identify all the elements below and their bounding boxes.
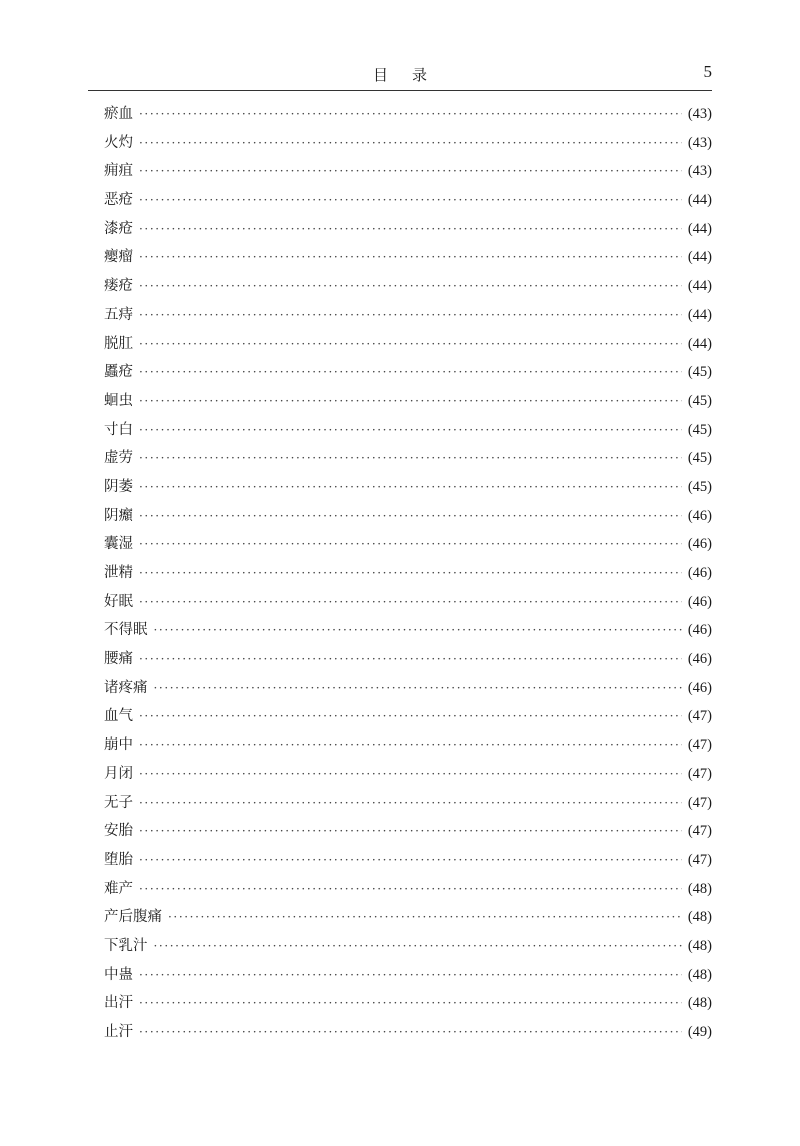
toc-entry-title: 月闭 bbox=[104, 765, 133, 782]
dot-leader bbox=[139, 817, 682, 846]
table-of-contents bbox=[104, 100, 712, 1047]
toc-entry[interactable] bbox=[104, 444, 712, 473]
toc-entry-page: (48) bbox=[687, 966, 712, 983]
toc-entry-title: 脱肛 bbox=[104, 335, 133, 352]
toc-entry[interactable] bbox=[104, 473, 712, 502]
dot-leader bbox=[139, 530, 682, 559]
dot-leader bbox=[139, 961, 682, 990]
toc-entry[interactable] bbox=[104, 243, 712, 272]
toc-entry-page: (46) bbox=[687, 565, 712, 581]
toc-entry[interactable] bbox=[104, 760, 712, 789]
toc-entry-page: (47) bbox=[687, 823, 712, 840]
toc-entry-page: (45) bbox=[687, 421, 712, 438]
toc-entry[interactable] bbox=[104, 588, 712, 617]
toc-entry[interactable] bbox=[104, 559, 712, 588]
toc-entry-title: 虚劳 bbox=[104, 450, 133, 467]
toc-entry[interactable] bbox=[104, 301, 712, 330]
toc-entry[interactable] bbox=[104, 875, 712, 904]
toc-entry[interactable] bbox=[104, 731, 712, 760]
toc-entry-title: 中蛊 bbox=[104, 966, 133, 983]
toc-entry-page: (43) bbox=[687, 134, 712, 151]
toc-entry[interactable] bbox=[104, 186, 712, 215]
toc-entry-title: 瘘疮 bbox=[104, 278, 133, 295]
dot-leader bbox=[139, 129, 682, 158]
toc-entry-page: (46) bbox=[687, 593, 712, 610]
toc-entry-page: (46) bbox=[687, 679, 712, 696]
toc-entry-title: 血气 bbox=[104, 708, 133, 725]
dot-leader bbox=[139, 358, 682, 387]
toc-entry[interactable] bbox=[104, 702, 712, 731]
toc-entry-title: 诸疼痛 bbox=[104, 679, 148, 696]
dot-leader bbox=[154, 674, 682, 703]
toc-entry[interactable] bbox=[104, 961, 712, 990]
dot-leader bbox=[139, 559, 682, 588]
toc-entry[interactable] bbox=[104, 846, 712, 875]
dot-leader bbox=[139, 645, 682, 674]
toc-entry-title: 泄精 bbox=[104, 565, 133, 581]
dot-leader bbox=[154, 616, 682, 645]
toc-entry-title: 无子 bbox=[104, 794, 133, 811]
dot-leader bbox=[139, 473, 682, 502]
toc-entry-page: (47) bbox=[687, 794, 712, 811]
toc-entry-page: (49) bbox=[687, 1024, 712, 1040]
dot-leader bbox=[139, 330, 682, 359]
toc-entry-page: (46) bbox=[687, 507, 712, 524]
toc-entry-page: (48) bbox=[687, 909, 712, 926]
toc-entry-title: 瘀血 bbox=[104, 106, 133, 122]
toc-entry-title: 蛔虫 bbox=[104, 392, 133, 409]
toc-entry[interactable] bbox=[104, 817, 712, 846]
toc-entry[interactable] bbox=[104, 215, 712, 244]
toc-entry-page: (44) bbox=[687, 278, 712, 295]
dot-leader bbox=[139, 272, 682, 301]
toc-entry[interactable] bbox=[104, 272, 712, 301]
page-number: 5 bbox=[703, 62, 712, 81]
toc-entry-page: (47) bbox=[687, 765, 712, 782]
toc-entry-title: 䘌疮 bbox=[104, 364, 133, 381]
toc-entry[interactable] bbox=[104, 1018, 712, 1047]
toc-entry-page: (45) bbox=[687, 392, 712, 409]
toc-entry-page: (48) bbox=[687, 995, 712, 1012]
dot-leader bbox=[139, 760, 682, 789]
toc-entry-page: (45) bbox=[687, 478, 712, 495]
toc-entry-page: (44) bbox=[687, 335, 712, 352]
dot-leader bbox=[139, 502, 682, 531]
toc-entry-title: 恶疮 bbox=[104, 192, 133, 209]
toc-entry-page: (45) bbox=[687, 450, 712, 467]
dot-leader bbox=[139, 100, 682, 129]
toc-entry-title: 漆疮 bbox=[104, 220, 133, 237]
toc-entry-title: 腰痛 bbox=[104, 651, 133, 668]
toc-entry-title: 囊湿 bbox=[104, 536, 133, 553]
dot-leader bbox=[139, 731, 682, 760]
toc-entry-title: 火灼 bbox=[104, 134, 133, 151]
dot-leader bbox=[139, 416, 682, 445]
toc-entry-page: (47) bbox=[687, 708, 712, 725]
toc-entry-title: 痈疽 bbox=[104, 163, 133, 180]
toc-entry-page: (47) bbox=[687, 737, 712, 754]
toc-entry[interactable] bbox=[104, 416, 712, 445]
toc-entry-page: (44) bbox=[687, 306, 712, 323]
toc-entry-title: 难产 bbox=[104, 880, 133, 897]
running-header bbox=[88, 62, 712, 90]
toc-entry-title: 产后腹痛 bbox=[104, 909, 162, 926]
toc-entry-page: (43) bbox=[687, 163, 712, 180]
toc-entry[interactable] bbox=[104, 903, 712, 932]
dot-leader bbox=[139, 588, 682, 617]
dot-leader bbox=[139, 702, 682, 731]
toc-entry-title: 瘿瘤 bbox=[104, 249, 133, 266]
toc-entry[interactable] bbox=[104, 358, 712, 387]
toc-entry-title: 阴萎 bbox=[104, 478, 133, 495]
toc-entry-page: (48) bbox=[687, 880, 712, 897]
dot-leader bbox=[168, 903, 682, 932]
dot-leader bbox=[139, 157, 682, 186]
toc-entry-title: 好眠 bbox=[104, 593, 133, 610]
dot-leader bbox=[139, 875, 682, 904]
toc-entry[interactable] bbox=[104, 530, 712, 559]
dot-leader bbox=[139, 301, 682, 330]
dot-leader bbox=[154, 932, 682, 961]
toc-entry-title: 阴㿗 bbox=[104, 507, 133, 524]
toc-entry-page: (47) bbox=[687, 851, 712, 868]
toc-entry-page: (44) bbox=[687, 249, 712, 266]
toc-entry[interactable] bbox=[104, 387, 712, 416]
toc-entry[interactable] bbox=[104, 989, 712, 1018]
toc-entry-title: 安胎 bbox=[104, 823, 133, 840]
dot-leader bbox=[139, 1018, 682, 1047]
toc-entry-title: 不得眠 bbox=[104, 622, 148, 639]
dot-leader bbox=[139, 387, 682, 416]
toc-entry[interactable] bbox=[104, 645, 712, 674]
toc-entry-page: (43) bbox=[687, 106, 712, 122]
dot-leader bbox=[139, 989, 682, 1018]
toc-entry[interactable] bbox=[104, 789, 712, 818]
toc-entry[interactable] bbox=[104, 616, 712, 645]
toc-entry-title: 寸白 bbox=[104, 421, 133, 438]
dot-leader bbox=[139, 789, 682, 818]
dot-leader bbox=[139, 846, 682, 875]
toc-entry[interactable] bbox=[104, 932, 712, 961]
toc-entry-page: (46) bbox=[687, 651, 712, 668]
toc-entry-page: (48) bbox=[687, 937, 712, 954]
toc-entry[interactable] bbox=[104, 674, 712, 703]
toc-entry-page: (45) bbox=[687, 364, 712, 381]
toc-entry-title: 堕胎 bbox=[104, 851, 133, 868]
toc-entry[interactable] bbox=[104, 100, 712, 129]
toc-entry-title: 五痔 bbox=[104, 306, 133, 323]
dot-leader bbox=[139, 186, 682, 215]
toc-entry-page: (44) bbox=[687, 220, 712, 237]
toc-entry-title: 止汗 bbox=[104, 1024, 133, 1040]
header-divider bbox=[88, 90, 712, 91]
dot-leader bbox=[139, 215, 682, 244]
toc-entry[interactable] bbox=[104, 157, 712, 186]
page-title: 目录 bbox=[372, 66, 451, 84]
toc-entry-title: 崩中 bbox=[104, 737, 133, 754]
toc-entry-page: (44) bbox=[687, 192, 712, 209]
toc-entry[interactable] bbox=[104, 330, 712, 359]
toc-entry-title: 出汗 bbox=[104, 995, 133, 1012]
toc-entry-title: 下乳汁 bbox=[104, 937, 148, 954]
toc-entry[interactable] bbox=[104, 129, 712, 158]
toc-entry[interactable] bbox=[104, 502, 712, 531]
dot-leader bbox=[139, 243, 682, 272]
toc-entry-page: (46) bbox=[687, 622, 712, 639]
toc-entry-page: (46) bbox=[687, 536, 712, 553]
dot-leader bbox=[139, 444, 682, 473]
